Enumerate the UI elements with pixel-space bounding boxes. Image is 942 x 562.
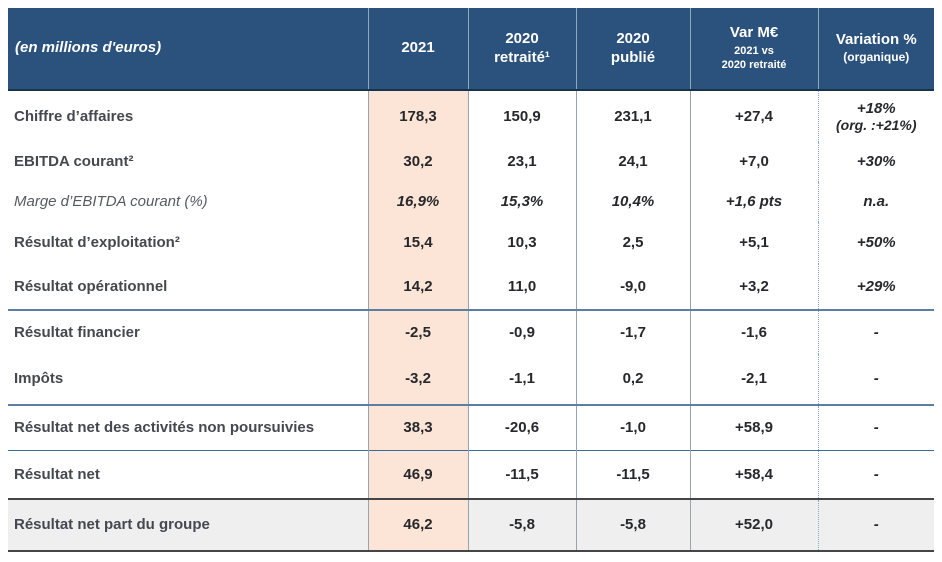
- cell-variation-pct: -: [818, 499, 934, 551]
- column-header-2021: [368, 8, 468, 90]
- cell-variation-pct: -: [818, 310, 934, 354]
- table-row-resultat-net: [8, 450, 934, 499]
- cell-variation-pct: +29%: [818, 264, 934, 310]
- table-row-resultat-net-part-du-groupe: [8, 499, 934, 551]
- cell-2020-retraite: 150,9: [468, 90, 576, 142]
- cell-2020-retraite: 15,3%: [468, 182, 576, 222]
- cell-variation-pct: -: [818, 405, 934, 450]
- cell-2020-publie: -9,0: [576, 264, 690, 310]
- column-header-2020-retraite-line2: retraité¹: [494, 48, 550, 66]
- cell-2021: 46,9: [368, 450, 468, 499]
- cell-2020-publie: -1,7: [576, 310, 690, 354]
- cell-2021: 15,4: [368, 222, 468, 264]
- cell-variation-pct: n.a.: [818, 182, 934, 222]
- financial-results-table: [8, 8, 934, 552]
- cell-2020-retraite: 11,0: [468, 264, 576, 310]
- cell-2020-publie: 0,2: [576, 354, 690, 405]
- table-row-chiffre-daffaires: [8, 90, 934, 142]
- cell-2021: -2,5: [368, 310, 468, 354]
- cell-2020-publie: 231,1: [576, 90, 690, 142]
- table-row-resultat-net-activites-non-poursuivies: [8, 405, 934, 450]
- cell-2020-publie: 10,4%: [576, 182, 690, 222]
- cell-variation-pct: -: [818, 450, 934, 499]
- cell-2020-retraite: -20,6: [468, 405, 576, 450]
- table-header-row: [8, 8, 934, 90]
- cell-var-meur: -2,1: [690, 354, 818, 405]
- row-label: EBITDA courant²: [14, 153, 134, 171]
- cell-var-meur: +5,1: [690, 222, 818, 264]
- table-row-resultat-operationnel: [8, 264, 934, 310]
- cell-2021: 14,2: [368, 264, 468, 310]
- row-label: Chiffre d’affaires: [14, 107, 134, 125]
- column-header-2020-retraite-line1: 2020: [505, 29, 539, 47]
- cell-var-meur: +52,0: [690, 499, 818, 551]
- row-label: Impôts: [14, 370, 64, 388]
- column-header-var-meur-sub2: 2020 retraité: [721, 59, 787, 72]
- column-header-2021-label: 2021: [401, 39, 435, 57]
- row-label: Résultat financier: [14, 323, 140, 341]
- row-label: Résultat net: [14, 465, 100, 483]
- cell-2020-retraite: 23,1: [468, 142, 576, 182]
- cell-2020-publie: -11,5: [576, 450, 690, 499]
- table-row-ebitda-courant: [8, 142, 934, 182]
- row-label: Marge d’EBITDA courant (%): [14, 193, 208, 211]
- cell-var-meur: +1,6 pts: [690, 182, 818, 222]
- cell-2020-retraite: -5,8: [468, 499, 576, 551]
- column-header-var-meur-title: Var M€: [729, 24, 779, 42]
- table-row-resultat-exploitation: [8, 222, 934, 264]
- cell-2020-publie: 24,1: [576, 142, 690, 182]
- cell-2020-publie: -1,0: [576, 405, 690, 450]
- cell-var-meur: +3,2: [690, 264, 818, 310]
- column-header-2020-publie-line1: 2020: [616, 29, 650, 47]
- cell-var-meur: +27,4: [690, 90, 818, 142]
- cell-var-meur: +58,9: [690, 405, 818, 450]
- table-row-marge-ebitda: [8, 182, 934, 222]
- cell-var-meur: -1,6: [690, 310, 818, 354]
- cell-2021: 16,9%: [368, 182, 468, 222]
- cell-var-meur: +7,0: [690, 142, 818, 182]
- cell-variation-pct: -: [818, 354, 934, 405]
- cell-2020-retraite: -0,9: [468, 310, 576, 354]
- variation-main: +18%: [856, 99, 896, 117]
- cell-2021: 38,3: [368, 405, 468, 450]
- row-label: Résultat net part du groupe: [8, 499, 368, 551]
- row-label: Résultat d’exploitation²: [14, 234, 180, 252]
- table-row-impots: [8, 354, 934, 405]
- cell-variation-pct: [818, 90, 934, 142]
- cell-2020-publie: 2,5: [576, 222, 690, 264]
- cell-var-meur: +58,4: [690, 450, 818, 499]
- cell-variation-pct: +50%: [818, 222, 934, 264]
- cell-2020-retraite: -11,5: [468, 450, 576, 499]
- cell-2021: 30,2: [368, 142, 468, 182]
- column-header-var-meur: [690, 8, 818, 90]
- variation-organic: (org. :+21%): [835, 117, 917, 134]
- cell-variation-pct: +30%: [818, 142, 934, 182]
- column-header-2020-publie-line2: publié: [610, 48, 656, 66]
- column-header-var-meur-sub1: 2021 vs: [734, 45, 774, 58]
- cell-2021: 178,3: [368, 90, 468, 142]
- cell-2020-retraite: 10,3: [468, 222, 576, 264]
- cell-2021: 46,2: [368, 499, 468, 551]
- row-label: Résultat net des activités non poursuivies: [14, 419, 315, 437]
- table-row-resultat-financier: [8, 310, 934, 354]
- column-header-variation-pct-sub: (organique): [843, 50, 910, 65]
- row-label: Résultat opérationnel: [14, 277, 168, 295]
- cell-2020-publie: -5,8: [576, 499, 690, 551]
- column-header-2020-retraite: [468, 8, 576, 90]
- column-header-unit: (en millions d'euros): [8, 8, 368, 90]
- column-header-variation-pct-title: Variation %: [835, 31, 917, 49]
- cell-2021: -3,2: [368, 354, 468, 405]
- column-header-variation-pct: [818, 8, 934, 90]
- cell-2020-retraite: -1,1: [468, 354, 576, 405]
- column-header-2020-publie: [576, 8, 690, 90]
